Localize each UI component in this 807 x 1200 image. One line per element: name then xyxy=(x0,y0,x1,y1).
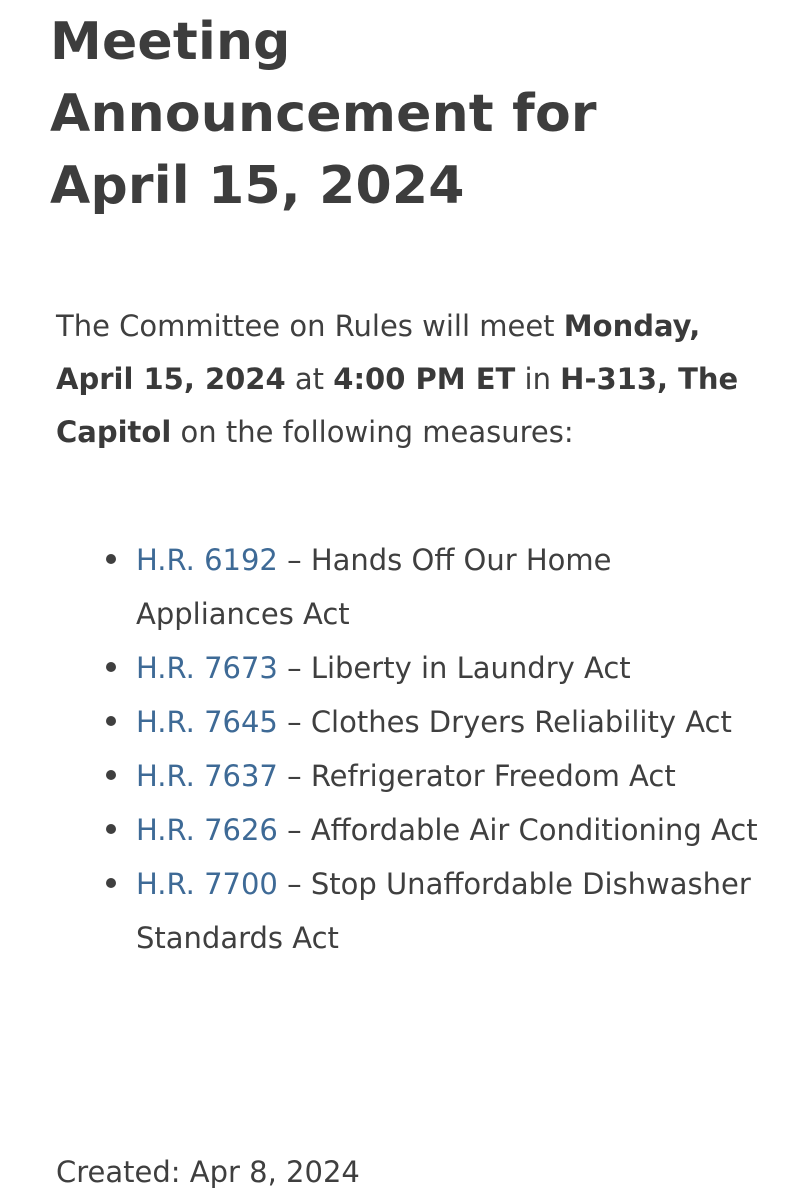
bullet-icon xyxy=(106,554,116,564)
title-line: April 15, 2024 xyxy=(50,156,465,216)
bill-link-hr-7700[interactable]: H.R. 7700 xyxy=(136,867,278,901)
created-value: Apr 8, 2024 xyxy=(189,1155,360,1189)
separator: – xyxy=(287,543,302,577)
separator: – xyxy=(287,867,302,901)
created-label: Created: xyxy=(56,1155,181,1189)
list-item xyxy=(56,533,776,641)
list-item xyxy=(56,749,776,803)
bill-title: Refrigerator Freedom Act xyxy=(310,759,676,793)
list-item xyxy=(56,857,776,965)
bill-title: Clothes Dryers Reliability Act xyxy=(310,705,732,739)
bill-link-hr-7645[interactable]: H.R. 7645 xyxy=(136,705,278,739)
bill-title: Liberty in Laundry Act xyxy=(310,651,631,685)
separator: – xyxy=(287,813,302,847)
bill-link-hr-7673[interactable]: H.R. 7673 xyxy=(136,651,278,685)
bill-title: Stop Unaffordable Dishwasher Standards Act xyxy=(136,867,751,955)
list-item xyxy=(56,695,776,749)
separator: – xyxy=(287,651,302,685)
intro-text: in xyxy=(524,362,551,396)
page-title xyxy=(50,6,790,222)
bullet-icon xyxy=(106,716,116,726)
title-line: Meeting xyxy=(50,12,291,72)
intro-text: on the following measures: xyxy=(180,415,574,449)
intro-text: The Committee on Rules will meet xyxy=(56,309,555,343)
meeting-location: H-313, The Capitol xyxy=(56,362,739,449)
meeting-intro xyxy=(56,300,776,459)
created-date xyxy=(56,1145,360,1199)
intro-text: at xyxy=(294,362,325,396)
bill-link-hr-7637[interactable]: H.R. 7637 xyxy=(136,759,278,793)
bullet-icon xyxy=(106,878,116,888)
separator: – xyxy=(287,759,302,793)
bill-link-hr-7626[interactable]: H.R. 7626 xyxy=(136,813,278,847)
meeting-date: Monday, April 15, 2024 xyxy=(56,309,701,396)
bill-title: Hands Off Our Home Appliances Act xyxy=(136,543,612,631)
bullet-icon xyxy=(106,662,116,672)
measures-list xyxy=(56,533,776,965)
bullet-icon xyxy=(106,824,116,834)
meeting-time: 4:00 PM ET xyxy=(333,362,516,396)
list-item xyxy=(56,641,776,695)
title-line: Announcement for xyxy=(50,84,597,144)
bill-title: Affordable Air Conditioning Act xyxy=(310,813,758,847)
list-item xyxy=(56,803,776,857)
separator: – xyxy=(287,705,302,739)
bullet-icon xyxy=(106,770,116,780)
bill-link-hr-6192[interactable]: H.R. 6192 xyxy=(136,543,278,577)
